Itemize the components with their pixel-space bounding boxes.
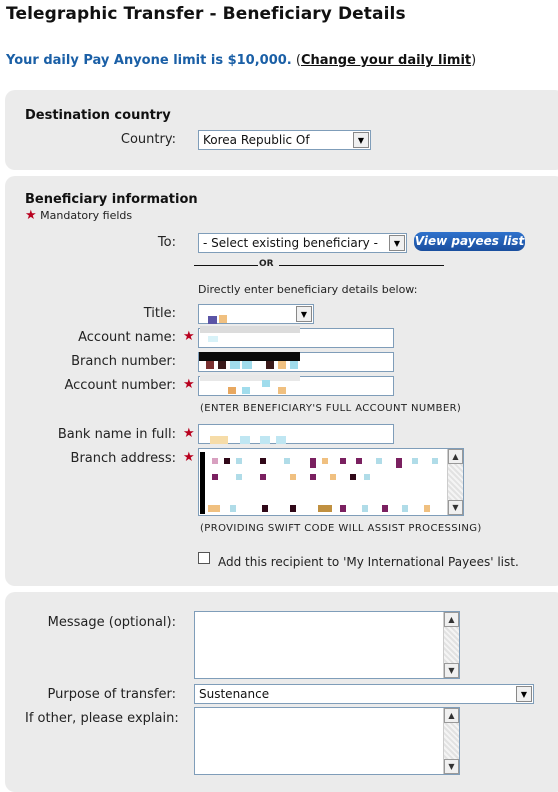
chevron-down-icon[interactable]: ▼ — [516, 686, 532, 702]
existing-beneficiary-select[interactable] — [198, 233, 407, 253]
branch-address-label: Branch address: — [70, 451, 176, 466]
chevron-down-icon[interactable]: ▼ — [296, 306, 312, 322]
redacted-pixel — [212, 458, 218, 464]
account-name-label: Account name: — [78, 330, 176, 345]
redacted-pixel — [208, 336, 218, 342]
view-payees-button[interactable]: View payees list — [414, 232, 525, 251]
or-divider-left — [194, 265, 258, 266]
branch-address-scrollbar[interactable] — [447, 449, 463, 515]
other-explain-scrollbar[interactable] — [443, 708, 459, 774]
add-recipient-checkbox[interactable] — [198, 552, 210, 564]
redacted-pixel — [382, 505, 388, 512]
country-value: Korea Republic Of — [203, 133, 310, 147]
other-label: If other, please explain: — [25, 711, 179, 726]
required-star-icon: ★ — [25, 208, 37, 223]
purpose-label: Purpose of transfer: — [47, 687, 176, 702]
redacted-pixel — [276, 436, 286, 444]
redacted-pixel — [356, 458, 362, 464]
mandatory-note — [25, 208, 132, 223]
scroll-up-icon[interactable]: ▲ — [444, 708, 459, 723]
redacted-pixel — [340, 458, 346, 464]
redacted-pixel — [432, 458, 438, 464]
redacted-pixel — [402, 505, 408, 512]
scroll-up-icon[interactable]: ▲ — [448, 449, 463, 464]
redacted-pixel — [236, 458, 242, 464]
account-number-note: (ENTER BENEFICIARY'S FULL ACCOUNT NUMBER) — [200, 403, 462, 414]
redacted-pixel — [278, 387, 286, 394]
redacted-pixel — [310, 474, 316, 480]
chevron-down-icon[interactable]: ▼ — [389, 235, 405, 251]
redacted-pixel — [290, 505, 296, 512]
redacted-pixel — [212, 474, 218, 480]
redacted-pixel — [412, 458, 418, 464]
redacted-pixel — [240, 436, 250, 444]
redacted-pixel — [208, 505, 220, 512]
bank-name-label: Bank name in full: — [57, 427, 176, 442]
redacted-pixel — [330, 474, 336, 480]
page-title: Telegraphic Transfer - Beneficiary Details — [6, 4, 406, 24]
redacted-pixel — [200, 452, 205, 514]
change-limit-link[interactable]: Change your daily limit — [300, 53, 472, 68]
destination-header: Destination country — [25, 108, 171, 123]
other-explain-textarea[interactable] — [194, 707, 460, 775]
redacted-pixel — [218, 361, 226, 369]
redacted-pixel — [228, 387, 236, 394]
existing-beneficiary-value: - Select existing beneficiary - — [203, 236, 378, 250]
purpose-value: Sustenance — [199, 687, 270, 701]
redacted-pixel — [242, 361, 252, 369]
redacted-pixel — [262, 505, 268, 512]
redacted-pixel — [200, 326, 300, 333]
country-label: Country: — [120, 132, 176, 147]
redacted-pixel — [266, 361, 274, 369]
limit-amount-text: Your daily Pay Anyone limit is $10,000. — [6, 53, 292, 68]
redacted-pixel — [208, 316, 217, 324]
redacted-pixel — [364, 474, 370, 480]
required-star-icon: ★ — [183, 329, 195, 344]
redacted-pixel — [318, 505, 332, 512]
redacted-pixel — [200, 375, 300, 381]
chevron-down-icon[interactable]: ▼ — [353, 132, 369, 148]
redacted-pixel — [322, 458, 328, 464]
limit-paren-close: ) — [471, 53, 477, 68]
redacted-pixel — [199, 352, 300, 361]
message-label: Message (optional): — [47, 615, 176, 630]
add-recipient-label: Add this recipient to 'My International Payees' list. — [218, 555, 519, 569]
scroll-down-icon[interactable]: ▼ — [448, 500, 463, 515]
redacted-pixel — [290, 474, 296, 480]
redacted-pixel — [262, 380, 270, 387]
redacted-pixel — [424, 505, 430, 512]
redacted-pixel — [284, 458, 290, 464]
redacted-pixel — [230, 361, 240, 369]
redacted-pixel — [340, 505, 346, 512]
redacted-pixel — [260, 436, 270, 444]
to-label: To: — [157, 235, 176, 250]
redacted-pixel — [230, 505, 236, 512]
message-textarea[interactable] — [194, 611, 460, 679]
or-text: OR — [259, 259, 274, 269]
title-label: Title: — [143, 306, 176, 321]
redacted-pixel — [310, 458, 316, 468]
swift-note: (PROVIDING SWIFT CODE WILL ASSIST PROCESSING) — [200, 523, 482, 534]
country-select[interactable] — [198, 130, 371, 150]
redacted-pixel — [260, 458, 266, 464]
redacted-pixel — [219, 315, 227, 323]
limit-paren-open: ( — [295, 53, 301, 68]
scroll-up-icon[interactable]: ▲ — [444, 612, 459, 627]
message-scrollbar[interactable] — [443, 612, 459, 678]
redacted-pixel — [224, 458, 230, 464]
redacted-pixel — [362, 505, 368, 512]
redacted-pixel — [242, 387, 250, 394]
redacted-pixel — [290, 361, 298, 369]
required-star-icon: ★ — [183, 450, 195, 465]
redacted-pixel — [376, 458, 382, 464]
branch-number-label: Branch number: — [71, 354, 176, 369]
redacted-pixel — [236, 474, 242, 480]
redacted-pixel — [350, 474, 356, 480]
redacted-pixel — [396, 458, 402, 468]
scroll-down-icon[interactable]: ▼ — [444, 759, 459, 774]
daily-limit-text — [6, 53, 476, 68]
purpose-select[interactable] — [194, 684, 534, 704]
account-number-label: Account number: — [64, 378, 176, 393]
redacted-pixel — [206, 361, 214, 369]
scroll-down-icon[interactable]: ▼ — [444, 663, 459, 678]
direct-entry-text: Directly enter beneficiary details below: — [198, 283, 418, 296]
beneficiary-header: Beneficiary information — [25, 192, 198, 207]
required-star-icon: ★ — [183, 377, 195, 392]
or-divider-right — [279, 265, 444, 266]
mandatory-text: Mandatory fields — [40, 209, 133, 222]
redacted-pixel — [210, 436, 228, 444]
redacted-pixel — [260, 474, 266, 480]
required-star-icon: ★ — [183, 426, 195, 441]
redacted-pixel — [278, 361, 286, 369]
